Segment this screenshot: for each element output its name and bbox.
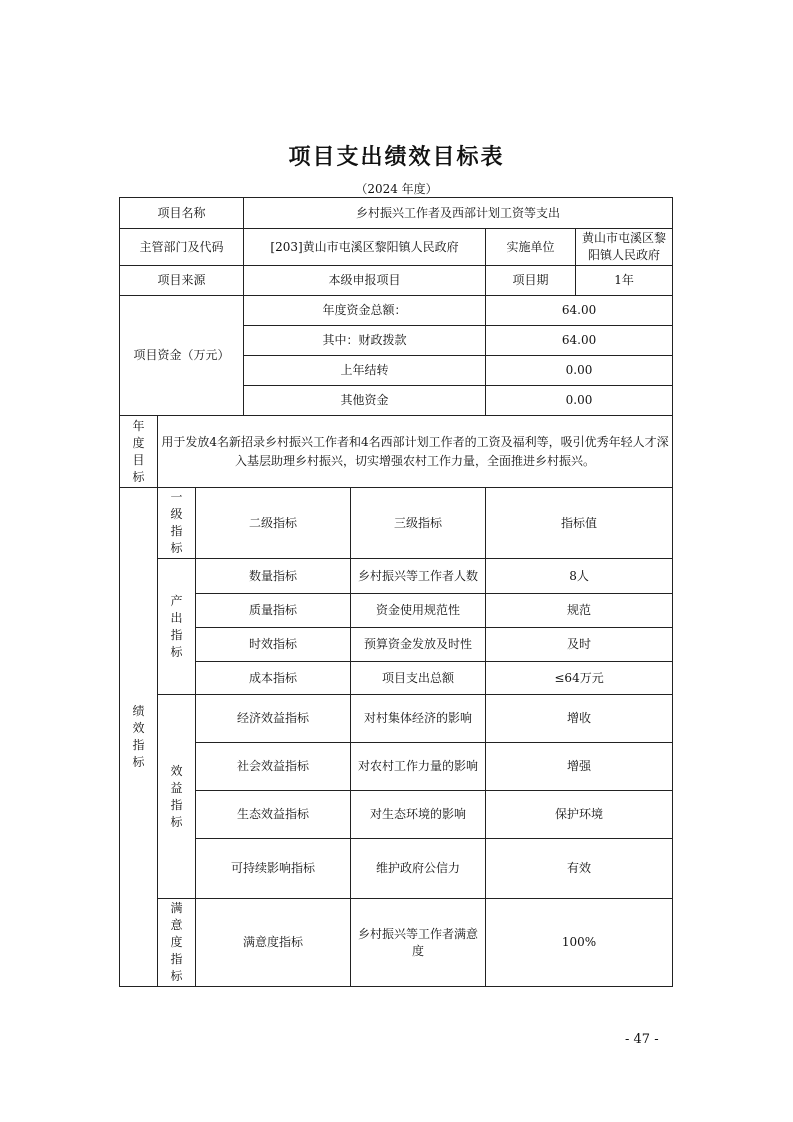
- level3-cell: 对农村工作力量的影响: [351, 743, 486, 791]
- funds-total-row: [120, 296, 673, 326]
- indicator-row: [120, 743, 673, 791]
- indicator-row: [120, 899, 673, 987]
- value-cell: ≤64万元: [486, 662, 673, 695]
- value-header: 指标值: [486, 488, 673, 559]
- level3-cell: 乡村振兴等工作者满意度: [351, 899, 486, 987]
- annual-goal-text: 用于发放4名新招录乡村振兴工作者和4名西部计划工作者的工资及福利等，吸引优秀年轻人才深入基层助理乡村振兴，切实增强农村工作力量，全面推进乡村振兴。: [158, 416, 673, 488]
- value-cell: 增收: [486, 695, 673, 743]
- annual-goal-row: [120, 416, 673, 488]
- indicators-label: 绩效指标: [120, 488, 158, 987]
- level2-cell: 满意度指标: [196, 899, 351, 987]
- level1-header: 一级指标: [158, 488, 196, 559]
- project-name-value: 乡村振兴工作者及西部计划工资等支出: [244, 198, 673, 229]
- level3-cell: 项目支出总额: [351, 662, 486, 695]
- level3-header: 三级指标: [351, 488, 486, 559]
- level2-cell: 数量指标: [196, 559, 351, 594]
- indicator-row: [120, 662, 673, 695]
- satisfaction-indicators-label: 满意度指标: [158, 899, 196, 987]
- indicator-row: [120, 791, 673, 839]
- period-value: 1年: [576, 266, 673, 296]
- level3-cell: 资金使用规范性: [351, 594, 486, 628]
- period-label: 项目期: [486, 266, 576, 296]
- level2-cell: 生态效益指标: [196, 791, 351, 839]
- project-name-label: 项目名称: [120, 198, 244, 229]
- output-indicators-label: 产出指标: [158, 559, 196, 695]
- value-cell: 及时: [486, 628, 673, 662]
- value-cell: 规范: [486, 594, 673, 628]
- indicator-row: [120, 839, 673, 899]
- page-number: - 47 -: [625, 1032, 659, 1047]
- level2-header: 二级指标: [196, 488, 351, 559]
- value-cell: 8人: [486, 559, 673, 594]
- implementing-unit-label: 实施单位: [486, 229, 576, 266]
- level3-cell: 对生态环境的影响: [351, 791, 486, 839]
- level3-cell: 对村集体经济的影响: [351, 695, 486, 743]
- indicator-row: [120, 594, 673, 628]
- level2-cell: 质量指标: [196, 594, 351, 628]
- indicator-row: [120, 695, 673, 743]
- funds-total-label: 年度资金总额：: [244, 296, 486, 326]
- indicator-row: [120, 628, 673, 662]
- funds-other-value: 0.00: [486, 386, 673, 416]
- level2-cell: 可持续影响指标: [196, 839, 351, 899]
- project-name-row: [120, 198, 673, 229]
- benefit-indicators-label: 效益指标: [158, 695, 196, 899]
- level3-cell: 维护政府公信力: [351, 839, 486, 899]
- value-cell: 有效: [486, 839, 673, 899]
- funds-other-label: 其他资金: [244, 386, 486, 416]
- value-cell: 保护环境: [486, 791, 673, 839]
- indicator-header-row: [120, 488, 673, 559]
- funds-total-value: 64.00: [486, 296, 673, 326]
- page-title: 项目支出绩效目标表: [288, 145, 505, 170]
- level2-cell: 时效指标: [196, 628, 351, 662]
- annual-goal-label: 年度目标: [120, 416, 158, 488]
- value-cell: 100%: [486, 899, 673, 987]
- level3-cell: 预算资金发放及时性: [351, 628, 486, 662]
- department-label: 主管部门及代码: [120, 229, 244, 266]
- funds-carryover-label: 上年结转: [244, 356, 486, 386]
- source-value: 本级申报项目: [244, 266, 486, 296]
- department-value: [203]黄山市屯溪区黎阳镇人民政府: [244, 229, 486, 266]
- level2-cell: 成本指标: [196, 662, 351, 695]
- year-label: （2024 年度）: [355, 182, 438, 196]
- funds-label: 项目资金（万元）: [120, 296, 244, 416]
- source-row: [120, 266, 673, 296]
- value-cell: 增强: [486, 743, 673, 791]
- implementing-unit-value: 黄山市屯溪区黎阳镇人民政府: [576, 229, 673, 266]
- funds-fiscal-label: 其中：财政拨款: [244, 326, 486, 356]
- funds-fiscal-value: 64.00: [486, 326, 673, 356]
- indicator-row: [120, 559, 673, 594]
- funds-carryover-value: 0.00: [486, 356, 673, 386]
- level2-cell: 社会效益指标: [196, 743, 351, 791]
- source-label: 项目来源: [120, 266, 244, 296]
- level3-cell: 乡村振兴等工作者人数: [351, 559, 486, 594]
- level2-cell: 经济效益指标: [196, 695, 351, 743]
- department-row: [120, 229, 673, 266]
- performance-table: [119, 197, 673, 987]
